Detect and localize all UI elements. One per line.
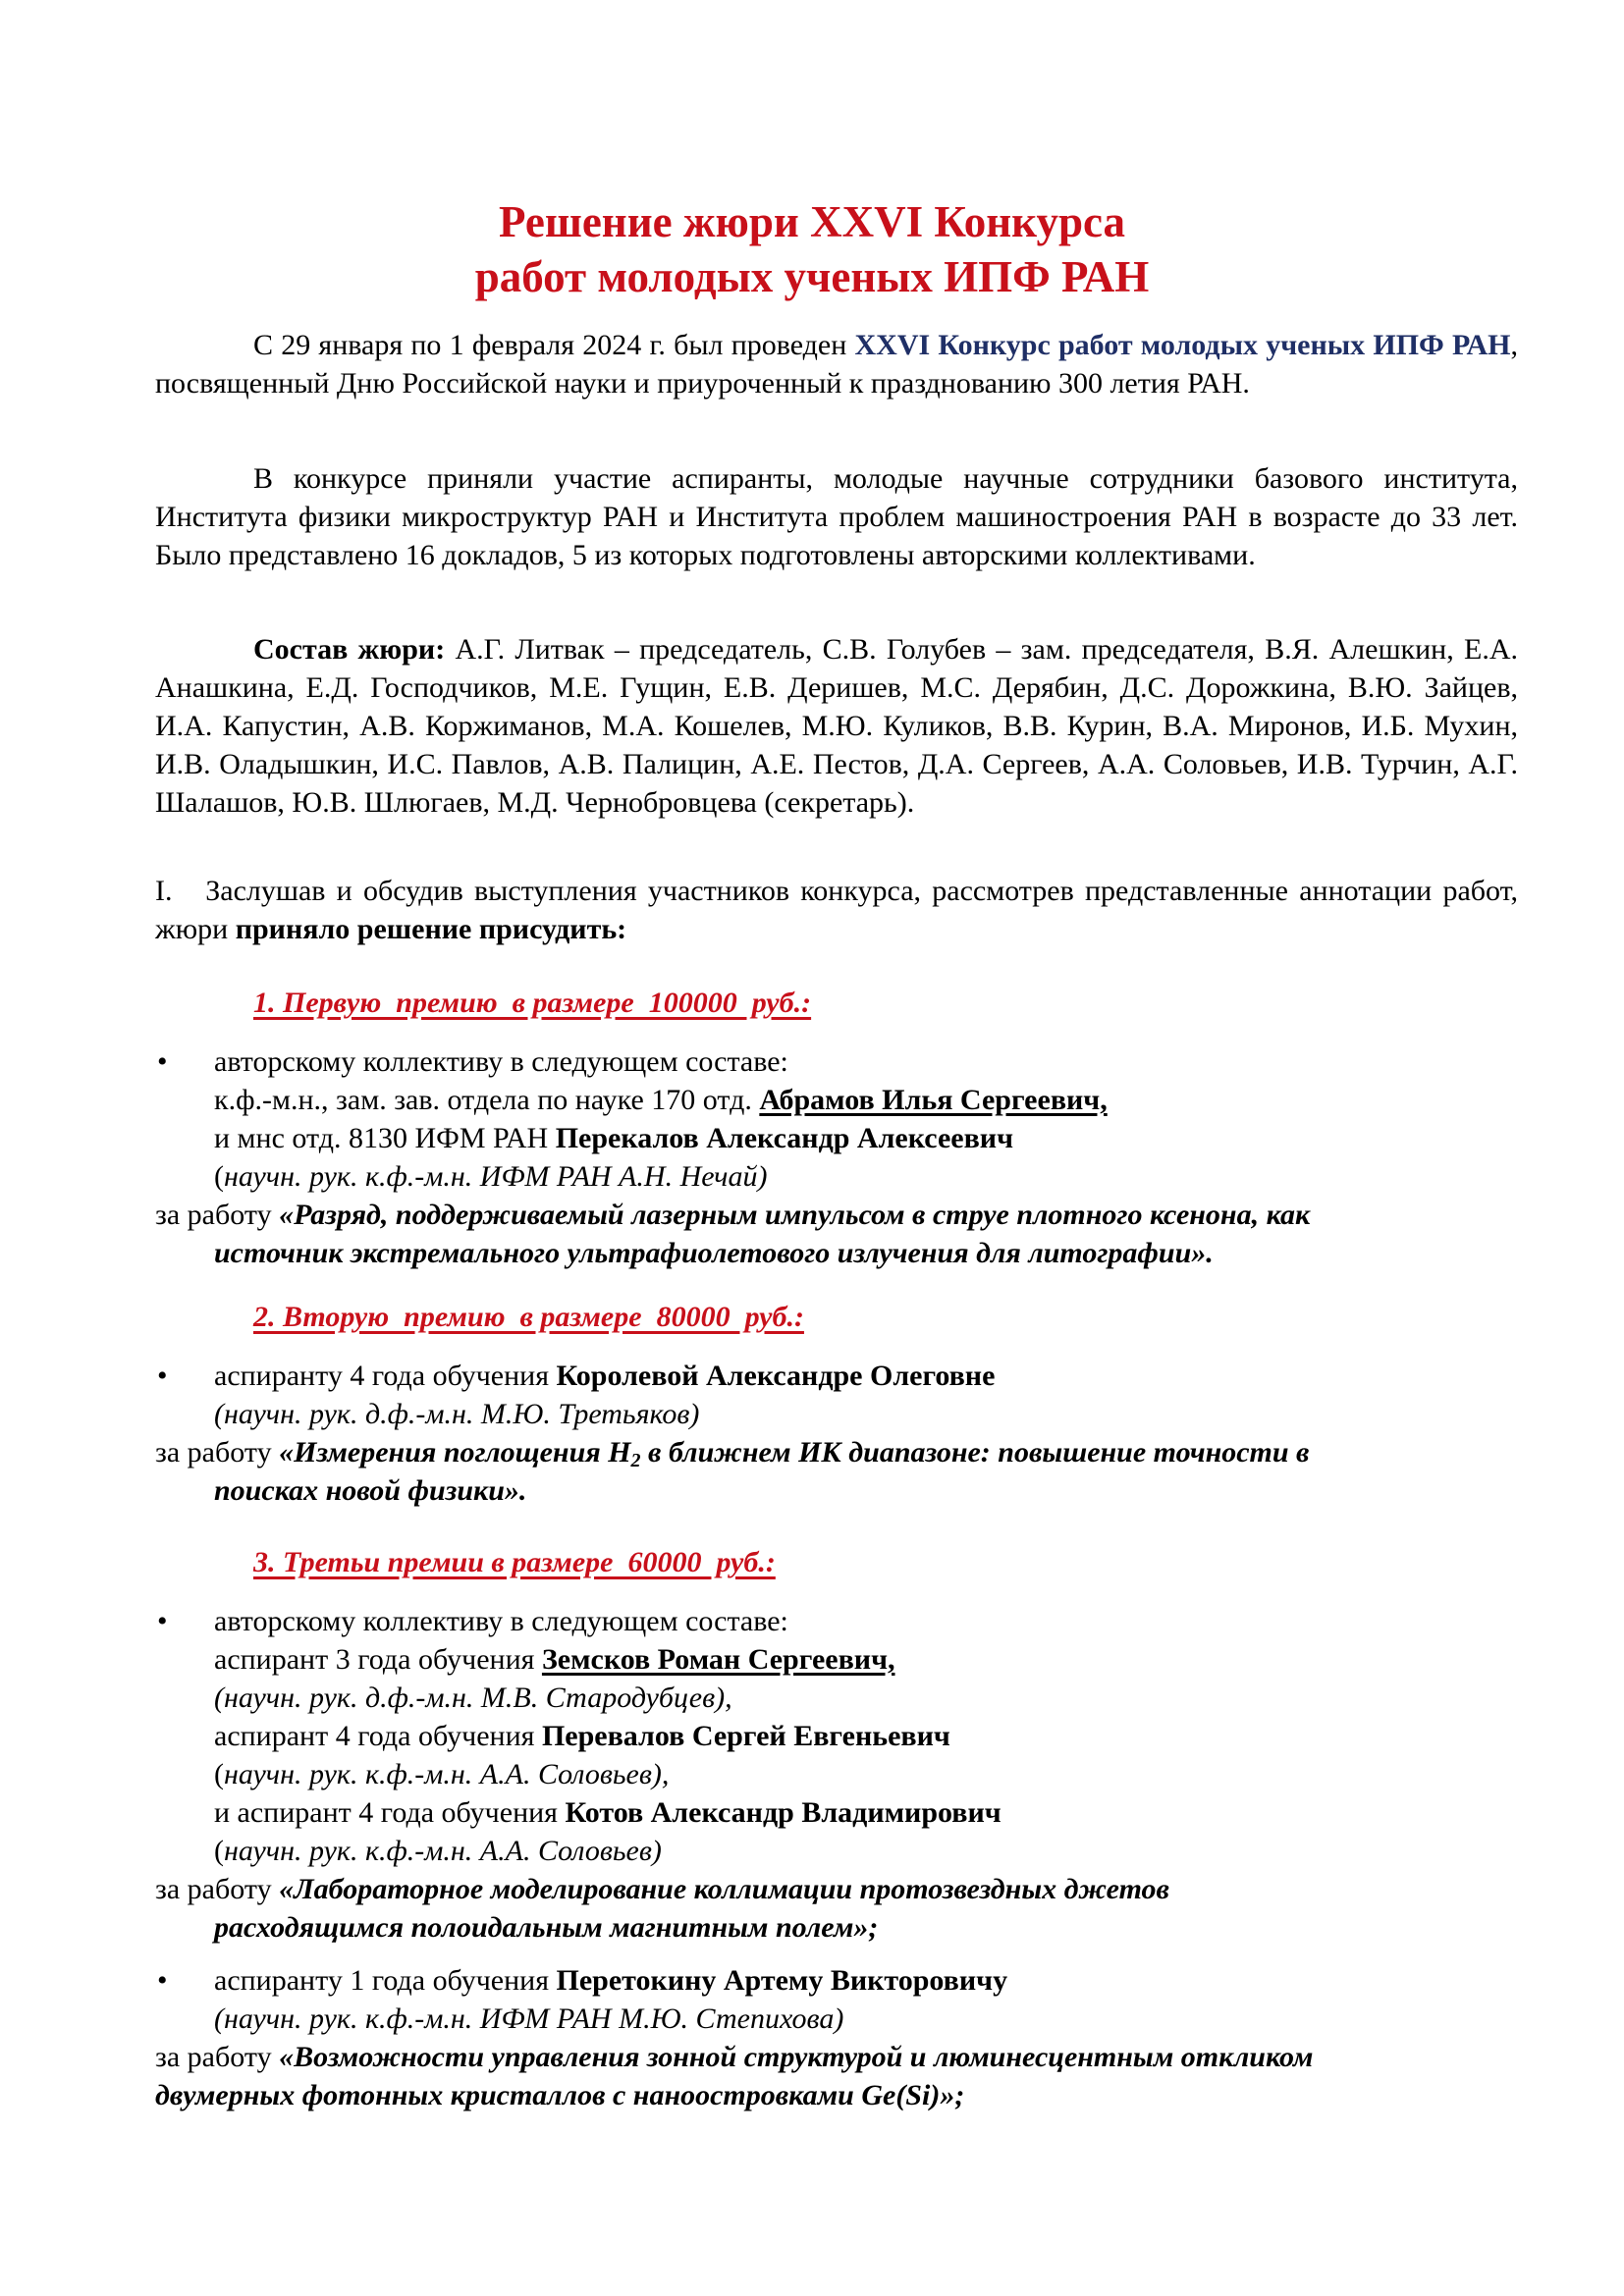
- prize-3-entry-1: [155, 1602, 1518, 1870]
- entry-line: [214, 1081, 1518, 1119]
- jury-paragraph: [155, 630, 1518, 822]
- prize-3-entry-2: [155, 1961, 1518, 2038]
- winner-name: Абрамов Илья Сергеевич,: [759, 1084, 1108, 1116]
- prize-1-heading: 1. Первую премию в размере 100000 руб.:: [253, 987, 812, 1019]
- intro-paragraph-1: [155, 326, 1518, 402]
- entry-line: [214, 1793, 1518, 1832]
- entry-line: [214, 1119, 1518, 1157]
- bullet-icon: •: [157, 1605, 168, 1637]
- entry-line: [214, 1717, 1518, 1755]
- participants-text: В конкурсе приняли участие аспиранты, молодые научные сотрудники базового института, Института физики микроструктур РАН и Института проблем машиностроения РАН в возрасте до 33 лет. Было представлено 16 докладов, 5 из которых подготовлены авторскими коллективами.: [155, 462, 1518, 571]
- paren: (: [214, 1160, 224, 1193]
- prize-1-work: [155, 1196, 1518, 1272]
- winner-name: Королевой Александре Олеговне: [556, 1360, 996, 1392]
- page-title: [0, 194, 1624, 304]
- prize-2-heading: 2. Вторую премию в размере 80000 руб.:: [253, 1301, 804, 1333]
- entry-line: авторскому коллективу в следующем составе:: [214, 1605, 788, 1637]
- prize-3-work-2: [155, 2038, 1518, 2114]
- entry-line: [214, 1357, 1518, 1395]
- intro-paragraph-2: [155, 459, 1518, 574]
- work-title: [279, 1436, 1310, 1471]
- winner-name: Земсков Роман Сергеевич,: [541, 1643, 895, 1676]
- position-text: аспиранту 4 года обучения: [214, 1360, 557, 1392]
- position-text: аспирант 3 года обучения: [214, 1643, 542, 1676]
- paren: (: [214, 1758, 224, 1790]
- winner-name: Перетокину Артему Викторовичу: [556, 1964, 1008, 1997]
- prize-2-work: [155, 1433, 1518, 1510]
- supervisor: (научн. рук. д.ф.-м.н. М.Ю. Третьяков): [214, 1398, 700, 1430]
- work-label: за работу: [155, 1199, 280, 1231]
- decision-bold: приняло решение присудить:: [235, 913, 627, 945]
- work-title-cont: источник экстремального ультрафиолетового излучения для литографии».: [214, 1237, 1214, 1269]
- title-line-1: Решение жюри XXVI Конкурса: [498, 197, 1126, 246]
- work-title-cont: двумерных фотонных кристаллов с наноостровками Ge(Si)»;: [155, 2079, 965, 2111]
- position-text: аспирант 4 года обучения: [214, 1720, 542, 1752]
- position-text: и аспирант 4 года обучения: [214, 1796, 566, 1829]
- work-title: «Возможности управления зонной структурой и люминесцентным откликом: [279, 2041, 1314, 2073]
- entry-line: [214, 1961, 1518, 2000]
- bullet-icon: •: [157, 1964, 168, 1997]
- work-label: за работу: [155, 1873, 280, 1905]
- work-title-cont: поисках новой физики».: [214, 1474, 527, 1507]
- title-line-2: работ молодых ученых ИПФ РАН: [474, 252, 1150, 301]
- jury-label: Состав жюри:: [253, 633, 446, 666]
- work-title-part: «Измерения поглощения H: [279, 1436, 631, 1468]
- winner-name: Перекалов Александр Алексеевич: [555, 1122, 1013, 1154]
- position-text: аспиранту 1 года обучения: [214, 1964, 557, 1997]
- prize-1-entry: [155, 1042, 1518, 1196]
- jury-members: А.Г. Литвак – председатель, С.В. Голубев – зам. председателя, В.Я. Алешкин, Е.А. Анашкина, Е.Д. Господчиков, М.Е. Гущин, Е.В. Деришев, М.С. Дерябин, Д.С. Дорожкина, В.Ю. Зайцев, И.А. Капустин, А.В. Коржиманов, М.А. Кошелев, М.Ю. Куликов, В.В. Курин, В.А. Миронов, И.Б. Мухин, И.В. Оладышкин, И.С. Павлов, А.В. Палицин, А.Е. Пестов, Д.А. Сергеев, А.А. Соловьев, И.В. Турчин, А.Г. Шалашов, Ю.В. Шлюгаев, М.Д. Чернобровцева (секретарь).: [155, 633, 1518, 819]
- work-title: «Лабораторное моделирование коллимации протозвездных джетов: [279, 1873, 1169, 1905]
- contest-name: XXVI Конкурс работ молодых ученых ИПФ РАН: [854, 329, 1511, 361]
- work-label: за работу: [155, 1436, 280, 1468]
- work-title: «Разряд, поддерживаемый лазерным импульсом в струе плотного ксенона, как: [279, 1199, 1311, 1231]
- supervisor-line: [214, 1157, 1518, 1196]
- intro-text-cont: , посвященный Дню Российской науки и приуроченный к празднованию 300 летия РАН.: [155, 329, 1518, 400]
- prize-3-heading: 3. Третьи премии в размере 60000 руб.:: [253, 1546, 776, 1578]
- position-text: к.ф.-м.н., зам. зав. отдела по науке 170 отд.: [214, 1084, 760, 1116]
- prize-3-work-1: [155, 1870, 1518, 1947]
- winner-name: Перевалов Сергей Евгеньевич: [541, 1720, 950, 1752]
- bullet-icon: •: [157, 1045, 168, 1078]
- work-title-cont: расходящимся полоидальным магнитным полем»;: [214, 1911, 879, 1944]
- work-label: за работу: [155, 2041, 280, 2073]
- prize-2-entry: [155, 1357, 1518, 1433]
- subscript: 2: [630, 1450, 641, 1471]
- supervisor: научн. рук. к.ф.-м.н. А.А. Соловьев),: [224, 1758, 670, 1790]
- winner-name: Котов Александр Владимирович: [565, 1796, 1001, 1829]
- supervisor: научн. рук. к.ф.-м.н. ИФМ РАН А.Н. Нечай): [224, 1160, 768, 1193]
- entry-line: [214, 1640, 1518, 1679]
- supervisor-line: [214, 1832, 1518, 1870]
- decision-paragraph: [155, 872, 1526, 948]
- supervisor: (научн. рук. д.ф.-м.н. М.В. Стародубцев),: [214, 1682, 732, 1714]
- entry-line: авторскому коллективу в следующем составе:: [214, 1045, 788, 1078]
- decision-text: I. Заслушав и обсудив выступления участников конкурса, рассмотрев представленные аннотации работ, жюри: [155, 875, 1526, 945]
- supervisor: (научн. рук. к.ф.-м.н. ИФМ РАН М.Ю. Степихова): [214, 2002, 844, 2035]
- supervisor-line: [214, 1755, 1518, 1793]
- intro-text: С 29 января по 1 февраля 2024 г. был проведен: [253, 329, 855, 361]
- supervisor: научн. рук. к.ф.-м.н. А.А. Соловьев): [224, 1835, 662, 1867]
- position-text: и мнс отд. 8130 ИФМ РАН: [214, 1122, 556, 1154]
- bullet-icon: •: [157, 1360, 168, 1392]
- paren: (: [214, 1835, 224, 1867]
- work-title-part: в ближнем ИК диапазоне: повышение точности в: [640, 1436, 1310, 1468]
